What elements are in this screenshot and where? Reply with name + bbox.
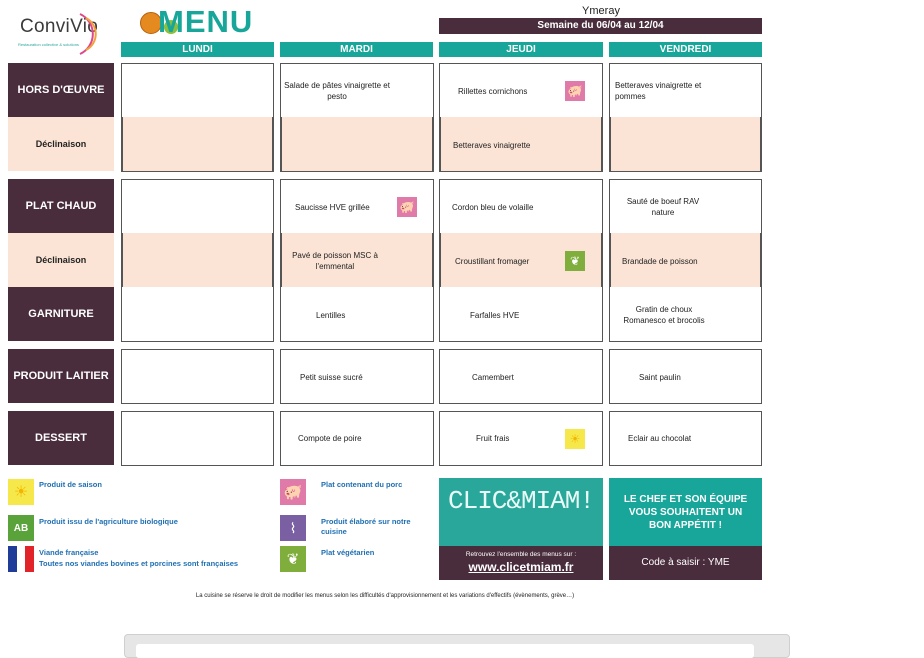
dish-garniture-vendredi: Gratin de choux Romanesco et brocolis <box>623 305 705 325</box>
clicmiam-link[interactable]: www.clicetmiam.fr <box>468 560 574 574</box>
dish-garniture-mardi: Lentilles <box>316 311 346 320</box>
dish-hors-oeuvre-jeudi: Rillettes cornichons <box>458 87 528 96</box>
dish-plat-chaud-decl-jeudi: Croustillant fromager <box>455 257 530 266</box>
legend-vegetarien: Plat végétarien <box>321 548 375 557</box>
row-label-produit-laitier: PRODUIT LAITIER <box>8 349 114 403</box>
flag-icon <box>8 546 34 572</box>
legend-elabore: Produit élaboré sur notre cuisine <box>321 517 411 536</box>
row-label-dessert: DESSERT <box>8 411 114 465</box>
sun-icon: ☀ <box>565 429 585 449</box>
sun-icon: ☀ <box>8 479 34 505</box>
disclaimer: La cuisine se réserve le droit de modifier les menus selon les difficultés d'approvisionnement et les variations d'effectifs (évènements, grève…) <box>195 593 575 599</box>
day-header-mardi: MARDI <box>280 42 433 57</box>
pig-icon: 🐖 <box>397 197 417 217</box>
site-name: Ymeray <box>582 5 620 17</box>
clicmiam-banner[interactable]: CLIC&MIAM! <box>439 478 603 546</box>
declinaison-band <box>122 233 273 287</box>
dish-hors-oeuvre-vendredi: Betteraves vinaigrette et pommes <box>615 81 702 101</box>
menu-title: MENU <box>158 4 254 39</box>
convivio-logo <box>14 6 110 58</box>
day-header-lundi: LUNDI <box>121 42 274 57</box>
leaf-icon: ❦ <box>565 251 585 271</box>
dish-hors-oeuvre-decl-jeudi: Betteraves vinaigrette <box>453 141 531 150</box>
retrouvez-text: Retrouvez l'ensemble des menus sur : <box>465 551 577 558</box>
chef-message: LE CHEF ET SON ÉQUIPE VOUS SOUHAITENT UN BON APPÉTIT ! <box>609 478 762 546</box>
access-code: Code à saisir : YME <box>609 546 762 580</box>
day-header-vendredi: VENDREDI <box>609 42 762 57</box>
row-label-declinaison: Déclinaison <box>8 233 114 287</box>
dish-laitier-jeudi: Camembert <box>472 373 514 382</box>
legend-viande-fr-2: Toutes nos viandes bovines et porcines sont françaises <box>39 559 239 568</box>
clicmiam-footer <box>439 546 603 580</box>
logo-text: ConviVio <box>20 16 99 37</box>
legend-viande-fr: Viande française <box>39 548 99 557</box>
dish-laitier-vendredi: Saint paulin <box>639 373 681 382</box>
dish-dessert-jeudi: Fruit frais <box>476 434 510 443</box>
declinaison-band <box>610 117 761 171</box>
legend-saison: Produit de saison <box>39 480 102 489</box>
declinaison-band <box>122 117 273 171</box>
pig-icon: 🐖 <box>565 81 585 101</box>
dish-plat-chaud-decl-vendredi: Brandade de poisson <box>622 257 698 266</box>
pig-icon: 🐖 <box>280 479 306 505</box>
dish-dessert-vendredi: Eclair au chocolat <box>628 434 692 443</box>
leaf-icon: ❦ <box>280 546 306 572</box>
row-label-hors-oeuvre: HORS D'ŒUVRE <box>8 63 114 117</box>
dish-plat-chaud-decl-mardi: Pavé de poisson MSC à l'emmental <box>292 251 378 271</box>
dish-plat-chaud-jeudi: Cordon bleu de volaille <box>452 203 534 212</box>
menu-cell <box>121 349 274 404</box>
declinaison-band <box>281 117 433 171</box>
row-label-declinaison: Déclinaison <box>8 117 114 171</box>
menu-cell <box>121 411 274 466</box>
bottom-panel-inner <box>136 644 754 658</box>
dish-plat-chaud-vendredi: Sauté de boeuf RAV nature <box>626 197 700 217</box>
logo-arc-icon <box>76 10 110 56</box>
dish-hors-oeuvre-mardi: Salade de pâtes vinaigrette et pesto <box>284 81 390 101</box>
day-header-jeudi: JEUDI <box>439 42 603 57</box>
row-label-garniture: GARNITURE <box>8 287 114 341</box>
legend-porc: Plat contenant du porc <box>321 480 403 489</box>
whisk-icon: ⌇ <box>280 515 306 541</box>
row-label-plat-chaud: PLAT CHAUD <box>8 179 114 233</box>
dish-laitier-mardi: Petit suisse sucré <box>300 373 363 382</box>
dish-dessert-mardi: Compote de poire <box>298 434 362 443</box>
dish-plat-chaud-mardi: Saucisse HVE grillée <box>295 203 370 212</box>
ab-icon: AB <box>8 515 34 541</box>
dish-garniture-jeudi: Farfalles HVE <box>470 311 520 320</box>
legend-bio: Produit issu de l'agriculture biologique <box>39 517 178 526</box>
logo-tagline: Restauration collective & solutions <box>18 42 79 47</box>
week-banner: Semaine du 06/04 au 12/04 <box>439 18 762 34</box>
